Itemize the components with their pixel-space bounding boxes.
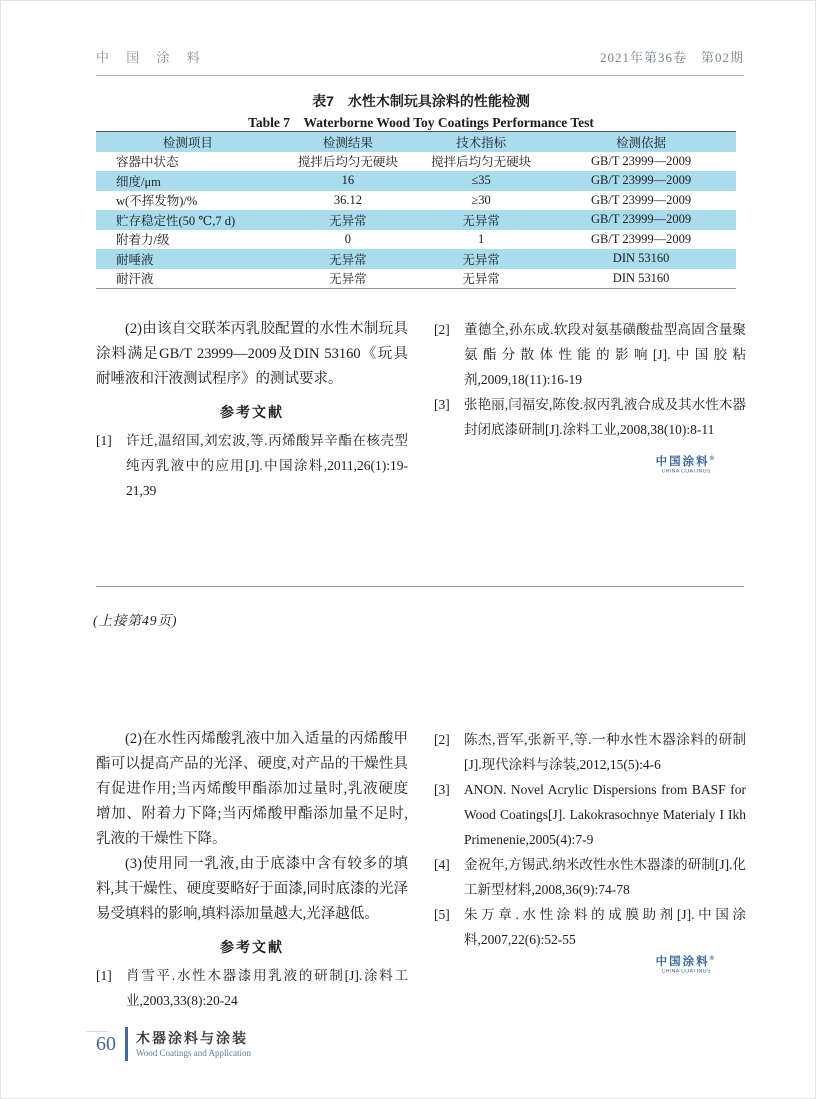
section-1-left-column <box>96 317 408 503</box>
table-caption-en: Table 7 Waterborne Wood Toy Coatings Performance Test <box>248 115 594 130</box>
section-2-left-column <box>96 727 408 1013</box>
reference-text: ANON. Novel Acrylic Dispersions from BASF for Wood Coatings[J]. Lakokrasochnye Materialy I Ikh Primenenie,2005(4):7-9 <box>464 782 746 847</box>
column-header: 检测依据 <box>616 135 667 150</box>
references-heading: 参考文献 <box>220 939 284 955</box>
references-heading: 参考文献 <box>220 404 284 420</box>
cell-spec: 无异常 <box>462 252 500 267</box>
reference-text: 张艳丽,闫福安,陈俊.叔丙乳液合成及其水性木器封闭底漆研制[J].涂料工业,2008,38(10):8-11 <box>464 397 746 437</box>
reference-marker: [5] <box>434 907 450 922</box>
china-coatings-logo <box>656 456 716 475</box>
reference-item <box>434 777 746 852</box>
reference-item <box>434 392 746 442</box>
cell-item: 贮存稳定性(50 ℃,7 d) <box>116 213 236 228</box>
conclusion-paragraph-3: (3)使用同一乳液,由于底漆中含有较多的填料,其干燥性、硬度要略好于面漆,同时底漆的光泽易受填料的影响,填料添加量越大,光泽越低。 <box>96 856 408 922</box>
page-number: 60 <box>96 1032 116 1055</box>
reference-item <box>96 963 408 1013</box>
cell-standard: DIN 53160 <box>612 251 670 266</box>
reference-marker: [4] <box>434 857 450 872</box>
cell-item: 耐汗液 <box>116 272 154 287</box>
footer-column-title <box>136 1030 251 1059</box>
reference-text: 董德全,孙东成.软段对氨基磺酸盐型高固含量聚氨酯分散体性能的影响[J].中国胶粘剂,2009,18(11):16-19 <box>464 322 746 387</box>
column-header: 技术指标 <box>456 135 507 150</box>
cell-spec: ≤35 <box>471 173 491 188</box>
publisher-logo-wrap <box>434 456 746 478</box>
logo-zh-text: 中国涂料® <box>655 956 716 968</box>
reference-text: 金祝年,方锡武.纳米改性水性木器漆的研制[J].化工新型材料,2008,36(9):74-78 <box>464 857 746 897</box>
reference-marker: [1] <box>96 968 112 983</box>
reference-text: 朱万章.水性涂料的成膜助剂[J].中国涂料,2007,22(6):52-55 <box>464 907 746 947</box>
reference-marker: [3] <box>434 782 450 797</box>
table-row <box>96 210 736 230</box>
footer-divider-bar <box>125 1027 128 1061</box>
reference-marker: [1] <box>96 433 112 448</box>
cell-result: 0 <box>344 231 351 246</box>
section-2-right-column <box>434 727 746 1013</box>
reference-item <box>434 727 746 777</box>
column-header: 检测结果 <box>322 135 373 150</box>
cell-spec: 无异常 <box>462 272 500 287</box>
reference-item <box>434 317 746 392</box>
china-coatings-logo <box>656 956 716 975</box>
cell-result: 无异常 <box>329 272 367 287</box>
article-divider-rule <box>96 586 744 587</box>
section-1 <box>96 317 746 503</box>
table-row <box>96 269 736 289</box>
table-row <box>96 171 736 191</box>
publisher-logo-wrap <box>434 956 746 978</box>
cell-result: 16 <box>341 173 355 188</box>
cell-result: 无异常 <box>329 252 367 267</box>
cell-standard: DIN 53160 <box>612 270 670 285</box>
cell-spec: 1 <box>477 231 485 246</box>
cell-item: 耐唾液 <box>116 252 154 267</box>
running-head <box>96 47 744 66</box>
logo-zh-text: 中国涂料® <box>655 456 716 468</box>
cell-result: 无异常 <box>329 213 367 228</box>
cell-item: w(不挥发物)/% <box>116 194 198 209</box>
reference-item <box>434 902 746 952</box>
page-footer <box>96 1027 251 1061</box>
table-row <box>96 249 736 269</box>
cell-item: 细度/μm <box>116 174 161 189</box>
reference-text: 陈杰,晋军,张新平,等.一种水性木器涂料的研制[J].现代涂料与涂装,2012,15(5):4-6 <box>464 732 746 772</box>
cell-standard: GB/T 23999—2009 <box>591 192 692 207</box>
table-caption-zh: 表7 水性木制玩具涂料的性能检测 <box>312 93 530 109</box>
table-header-row <box>96 132 736 152</box>
conclusion-paragraph-2: (2)在水性丙烯酸乳液中加入适量的丙烯酸甲酯可以提高产品的光泽、硬度,对产品的干燥性具有促进作用;当丙烯酸甲酯添加过量时,乳液硬度增加、附着力下降;当丙烯酸甲酯添加量不足时,乳液的干燥性下降。 <box>96 731 408 847</box>
performance-table <box>96 131 736 289</box>
conclusion-paragraph: (2)由该自交联苯丙乳胶配置的水性木制玩具涂料满足GB/T 23999—2009及DIN 53160《玩具耐唾液和汗液测试程序》的测试要求。 <box>96 321 408 387</box>
cell-standard: GB/T 23999—2009 <box>591 231 692 246</box>
cell-result: 36.12 <box>333 192 362 207</box>
table-row <box>96 191 736 211</box>
reference-marker: [2] <box>434 732 450 747</box>
cell-standard: GB/T 23999—2009 <box>591 173 692 188</box>
cell-standard: GB/T 23999—2009 <box>591 153 692 168</box>
reference-text: 肖雪平.水性木器漆用乳液的研制[J].涂料工业,2003,33(8):20-24 <box>126 968 408 1008</box>
footer-column-en: Wood Coatings and Application <box>136 1047 252 1058</box>
continuation-note: (上接第49页) <box>93 613 178 628</box>
reference-marker: [3] <box>434 397 450 412</box>
table-row <box>96 152 736 172</box>
issue-info: 2021年第36卷 第02期 <box>599 50 744 65</box>
cell-item: 附着力/级 <box>116 233 170 248</box>
section-2 <box>96 727 746 1013</box>
cell-standard: GB/T 23999—2009 <box>591 212 692 227</box>
journal-name: 中 国 涂 料 <box>96 50 207 65</box>
reference-text: 许迁,温绍国,刘宏波,等.丙烯酸异辛酯在核壳型纯丙乳液中的应用[J].中国涂料,2011,26(1):19-21,39 <box>126 433 408 498</box>
cell-spec: ≥30 <box>471 192 491 207</box>
cell-spec: 搅拌后均匀无硬块 <box>431 155 532 170</box>
running-head-rule <box>96 75 744 76</box>
reference-marker: [2] <box>434 322 450 337</box>
reference-item <box>96 428 408 503</box>
cell-spec: 无异常 <box>462 213 500 228</box>
logo-en-text: CHINA COATINGS <box>661 468 711 474</box>
cell-item: 容器中状态 <box>116 155 179 170</box>
logo-en-text: CHINA COATINGS <box>661 968 711 974</box>
table-row <box>96 230 736 250</box>
footer-column-zh: 木器涂料与涂装 <box>136 1029 248 1046</box>
reference-item <box>434 852 746 902</box>
section-1-right-column <box>434 317 746 503</box>
cell-result: 搅拌后均匀无硬块 <box>297 155 398 170</box>
column-header: 检测项目 <box>162 135 213 150</box>
